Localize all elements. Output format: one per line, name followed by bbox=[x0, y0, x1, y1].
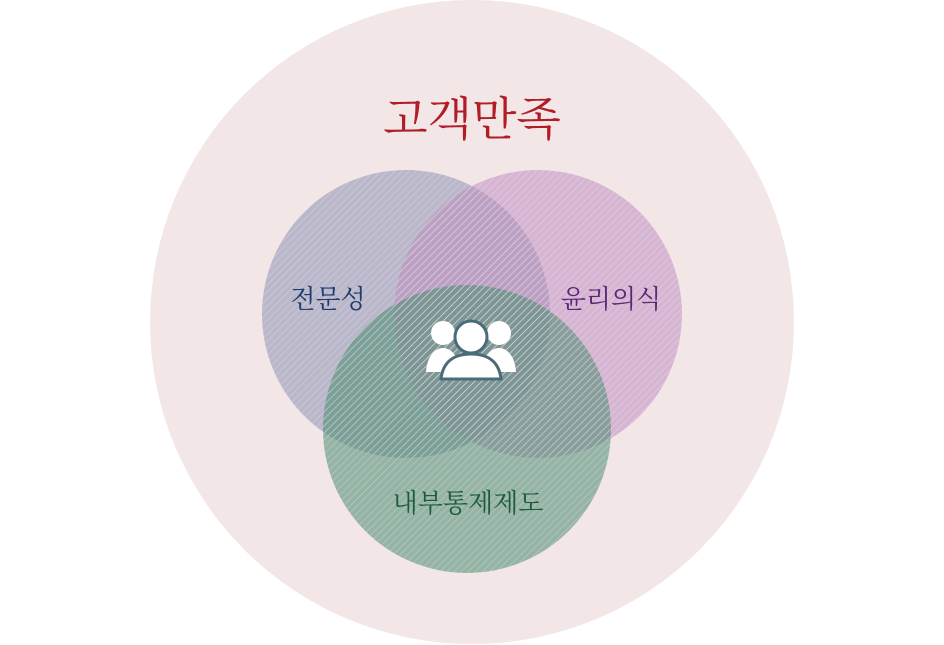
center-person-head bbox=[455, 321, 487, 353]
internal-control-label: 내부통제제도 bbox=[392, 489, 544, 519]
ethics-label: 윤리의식 bbox=[560, 285, 662, 315]
expertise-label: 전문성 bbox=[290, 285, 366, 315]
diagram-title: 고객만족 bbox=[383, 92, 561, 146]
users-group-icon bbox=[426, 321, 516, 379]
left-person-head bbox=[431, 321, 455, 345]
right-person-head bbox=[487, 321, 511, 345]
